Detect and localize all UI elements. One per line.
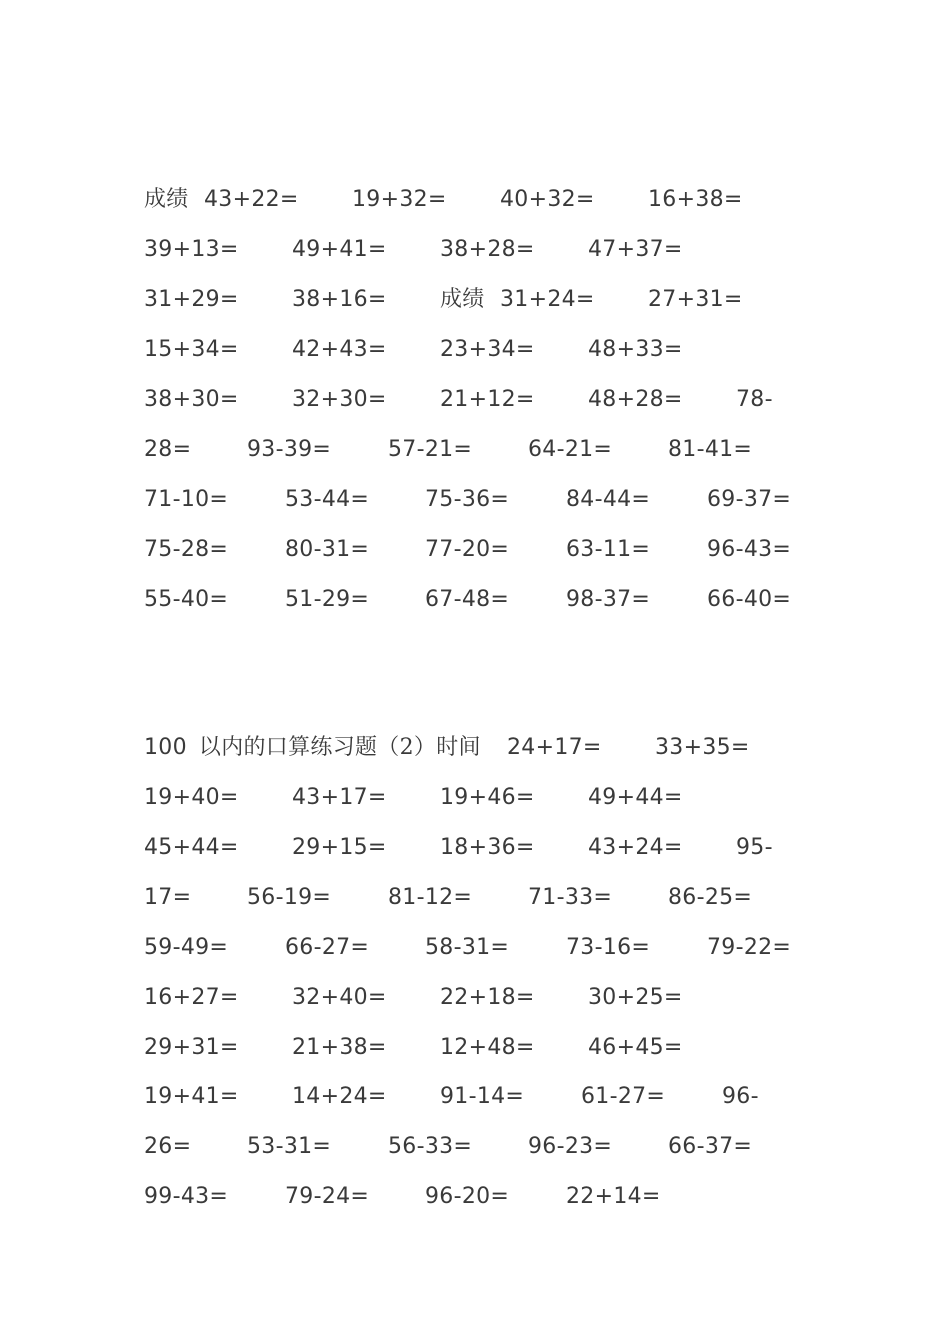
problem: 49+44= — [588, 785, 683, 810]
problem: 56-33= — [388, 1134, 473, 1159]
problem: 42+43= — [292, 337, 387, 362]
problem: 81-12= — [388, 885, 473, 910]
score-label: 成绩 — [440, 287, 485, 312]
problem: 75-36= — [425, 487, 510, 512]
s1-line-9 — [0, 584, 950, 616]
problem: 22+14= — [566, 1184, 661, 1209]
problem: 21+38= — [292, 1035, 387, 1060]
problem: 71-33= — [528, 885, 613, 910]
problem-wrapped-start: 95- — [736, 835, 773, 860]
problem: 45+44= — [144, 835, 239, 860]
problem: 96-43= — [707, 537, 792, 562]
problem-wrapped-end: 26= — [144, 1134, 192, 1159]
problem: 30+25= — [588, 985, 683, 1010]
problem: 79-24= — [285, 1184, 370, 1209]
problem: 38+28= — [440, 237, 535, 262]
problem: 66-40= — [707, 587, 792, 612]
problem: 15+34= — [144, 337, 239, 362]
problem: 21+12= — [440, 387, 535, 412]
problem: 98-37= — [566, 587, 651, 612]
s2-line-4 — [0, 882, 950, 914]
problem: 38+30= — [144, 387, 239, 412]
problem: 64-21= — [528, 437, 613, 462]
problem: 58-31= — [425, 935, 510, 960]
problem: 23+34= — [440, 337, 535, 362]
problem: 46+45= — [588, 1035, 683, 1060]
s2-line-5 — [0, 932, 950, 964]
problem: 18+36= — [440, 835, 535, 860]
problem: 24+17= — [507, 735, 602, 760]
s1-line-4 — [0, 334, 950, 366]
problem: 59-49= — [144, 935, 229, 960]
problem: 32+30= — [292, 387, 387, 412]
s2-line-3 — [0, 832, 950, 864]
problem-wrapped-start: 78- — [736, 387, 773, 412]
problem: 12+48= — [440, 1035, 535, 1060]
problem: 43+22= — [204, 187, 299, 212]
problem: 77-20= — [425, 537, 510, 562]
s2-line-10 — [0, 1181, 950, 1213]
s2-line-8 — [0, 1081, 950, 1113]
problem: 16+38= — [648, 187, 743, 212]
problem: 99-43= — [144, 1184, 229, 1209]
problem: 38+16= — [292, 287, 387, 312]
problem: 79-22= — [707, 935, 792, 960]
problem-wrapped-start: 96- — [722, 1084, 759, 1109]
problem: 57-21= — [388, 437, 473, 462]
problem: 75-28= — [144, 537, 229, 562]
problem: 19+32= — [352, 187, 447, 212]
s1-line-5 — [0, 384, 950, 416]
s1-line-2 — [0, 234, 950, 266]
s1-line-1 — [0, 184, 950, 216]
problem: 31+24= — [500, 287, 595, 312]
problem: 91-14= — [440, 1084, 525, 1109]
problem: 27+31= — [648, 287, 743, 312]
problem: 19+40= — [144, 785, 239, 810]
problem: 55-40= — [144, 587, 229, 612]
problem: 71-10= — [144, 487, 229, 512]
problem: 51-29= — [285, 587, 370, 612]
problem: 61-27= — [581, 1084, 666, 1109]
problem: 49+41= — [292, 237, 387, 262]
problem: 40+32= — [500, 187, 595, 212]
problem: 86-25= — [668, 885, 753, 910]
s2-line-2 — [0, 782, 950, 814]
s2-line-7 — [0, 1032, 950, 1064]
problem: 32+40= — [292, 985, 387, 1010]
problem: 81-41= — [668, 437, 753, 462]
problem: 53-44= — [285, 487, 370, 512]
problem: 69-37= — [707, 487, 792, 512]
problem: 33+35= — [655, 735, 750, 760]
s2-line-9 — [0, 1131, 950, 1163]
problem: 19+41= — [144, 1084, 239, 1109]
problem: 47+37= — [588, 237, 683, 262]
problem: 96-23= — [528, 1134, 613, 1159]
problem: 80-31= — [285, 537, 370, 562]
problem: 19+46= — [440, 785, 535, 810]
heading-number: 100 — [144, 735, 187, 760]
problem: 66-27= — [285, 935, 370, 960]
problem: 16+27= — [144, 985, 239, 1010]
problem-wrapped-end: 28= — [144, 437, 192, 462]
problem: 66-37= — [668, 1134, 753, 1159]
s1-line-7 — [0, 484, 950, 516]
problem: 93-39= — [247, 437, 332, 462]
problem: 48+33= — [588, 337, 683, 362]
problem: 67-48= — [425, 587, 510, 612]
problem: 84-44= — [566, 487, 651, 512]
problem: 63-11= — [566, 537, 651, 562]
problem: 39+13= — [144, 237, 239, 262]
score-label: 成绩 — [144, 187, 189, 212]
problem: 43+17= — [292, 785, 387, 810]
s2-heading-line — [0, 732, 950, 764]
problem: 43+24= — [588, 835, 683, 860]
problem-wrapped-end: 17= — [144, 885, 192, 910]
problem: 48+28= — [588, 387, 683, 412]
problem: 96-20= — [425, 1184, 510, 1209]
section-heading — [144, 732, 481, 764]
problem: 29+31= — [144, 1035, 239, 1060]
problem: 14+24= — [292, 1084, 387, 1109]
s2-line-6 — [0, 982, 950, 1014]
problem: 29+15= — [292, 835, 387, 860]
s1-line-8 — [0, 534, 950, 566]
heading-text: 以内的口算练习题（2）时间 — [198, 735, 481, 760]
problem: 53-31= — [247, 1134, 332, 1159]
problem: 73-16= — [566, 935, 651, 960]
s1-line-6 — [0, 434, 950, 466]
s1-line-3 — [0, 284, 950, 316]
problem: 22+18= — [440, 985, 535, 1010]
problem: 31+29= — [144, 287, 239, 312]
problem: 56-19= — [247, 885, 332, 910]
